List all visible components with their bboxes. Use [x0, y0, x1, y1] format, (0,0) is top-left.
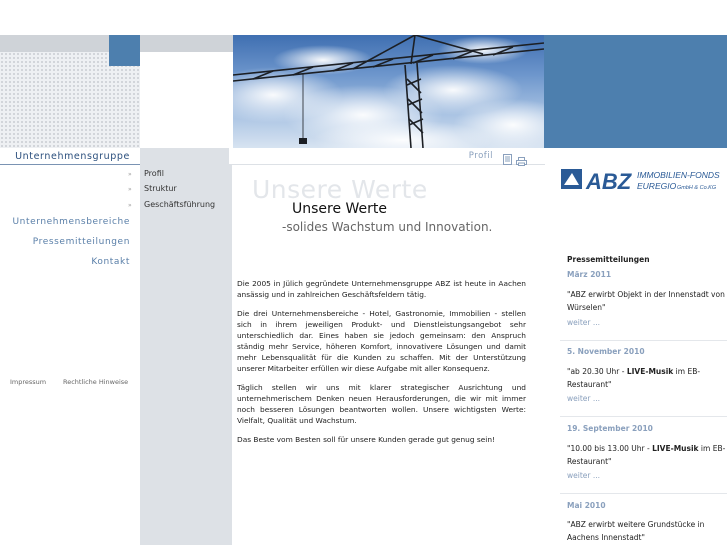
logo-letters: ABZ [586, 169, 632, 194]
news-text-bold: LIVE-Musik [626, 367, 674, 376]
subnav-label: Profil [144, 169, 164, 178]
body-text [237, 278, 526, 453]
news-text-part: im EB-Restaurant" [567, 367, 701, 389]
news-text [567, 365, 727, 391]
band-accent-block [109, 35, 140, 66]
band-mid [140, 35, 233, 52]
band-right [544, 35, 727, 148]
page-icon[interactable] [503, 150, 512, 161]
logo-line2: EUREGIO [637, 181, 677, 191]
page-title: Unsere Werte [292, 201, 388, 217]
band-mid-white [140, 52, 233, 148]
news-text-part: im EB-Restaurant" [567, 444, 726, 466]
arrow-icon: » [128, 186, 132, 193]
hero-image-crane [233, 35, 544, 148]
news-date: Mai 2010 [567, 501, 606, 510]
band-dots [0, 52, 140, 148]
crane-illustration [233, 35, 544, 148]
news-text-bold: LIVE-Musik [652, 444, 699, 453]
paragraph: Täglich stellen wir uns mit klarer strategischer Ausrichtung und unternehmerischem Denken neuen Herausforderungen, die wir mit immer noch besseren Lösungen beantworten wollen. Unsere wichtigsten Werte: Vielfalt, Qualität und Wachstum. [237, 383, 526, 425]
news-text-part: "ABZ erwirbt weitere Grundstücke in Aachens Innenstadt" [567, 520, 705, 542]
nav-pressemitteilungen[interactable]: Pressemitteilungen [32, 237, 130, 247]
arrow-icon: » [128, 171, 132, 178]
news-text [567, 442, 727, 468]
news-date: März 2011 [567, 270, 612, 279]
news-text-part: "ABZ erwirbt Objekt in der Innenstadt von Würselen" [567, 290, 725, 312]
footer-rechtliche-hinweise[interactable]: Rechtliche Hinweise [63, 378, 129, 386]
print-icon[interactable] [516, 151, 527, 160]
news-date: 5. November 2010 [567, 347, 645, 356]
footer-impressum[interactable]: Impressum [10, 378, 47, 386]
nav-kontakt[interactable]: Kontakt [91, 257, 130, 267]
news-divider [560, 493, 727, 494]
news-text-part: "ab 20.30 Uhr - [567, 367, 627, 376]
news-more-link[interactable]: weiter ... [567, 318, 601, 327]
subnav-label: Struktur [144, 184, 177, 193]
subnav-item-struktur[interactable] [128, 184, 177, 193]
news-text [567, 518, 727, 544]
nav-unternehmensbereiche[interactable]: Unternehmensbereiche [12, 217, 130, 227]
logo-line1: IMMOBILIEN-FONDS [637, 170, 720, 180]
paragraph: Die 2005 in Jülich gegründete Unternehmensgruppe ABZ ist heute in Aachen ansässig und in zahlreichen Geschäftsfeldern tätig. [237, 279, 526, 299]
top-spacer [0, 0, 727, 35]
title-watermark: Unsere Werte [252, 175, 428, 204]
news-title: Pressemitteilungen [567, 255, 650, 264]
news-text-part: "10.00 bis 13.00 Uhr - [567, 444, 653, 453]
paragraph: Die drei Unternehmensbereiche - Hotel, Gastronomie, Immobilien - stellen sich in ihrem jeweiligen Produkt- und Dienstleistungsangebot sehr unterschiedlich dar. Eines haben sie jedoch gemeinsam: den Anspruch ständig mehr Service, höheren Komfort, innovativere Lösungen und damit mehr Lebensqualität für die Kunden zu schaffen. Mit der Unterstützung unserer Mitarbeiter erfüllen wir diese Aufgabe mit aller Konsequenz. [237, 309, 526, 373]
company-logo [560, 165, 720, 195]
arrow-icon: » [128, 202, 132, 209]
page-subtitle: -solides Wachstum und Innovation. [282, 220, 493, 234]
nav-active-underline [0, 164, 140, 165]
news-text [567, 288, 727, 314]
logo-line2-suffix: GmbH & Co.KG [677, 185, 717, 191]
logo-mark [560, 165, 720, 195]
subnav-item-geschaeftsfuehrung[interactable] [128, 200, 215, 209]
news-divider [560, 416, 727, 417]
nav-unternehmensgruppe[interactable]: Unternehmensgruppe [15, 151, 130, 162]
news-more-link[interactable]: weiter ... [567, 394, 601, 403]
news-more-link[interactable]: weiter ... [567, 471, 601, 480]
news-date: 19. September 2010 [567, 424, 653, 433]
breadcrumb-bar [229, 148, 545, 165]
subnav-label: Geschäftsführung [144, 200, 216, 209]
paragraph: Das Beste vom Besten soll für unsere Kunden gerade gut genug sein! [237, 435, 495, 444]
subnav-item-profil[interactable] [128, 169, 164, 178]
band-left [0, 35, 109, 52]
breadcrumb[interactable]: Profil [468, 151, 493, 161]
news-divider [560, 340, 727, 341]
